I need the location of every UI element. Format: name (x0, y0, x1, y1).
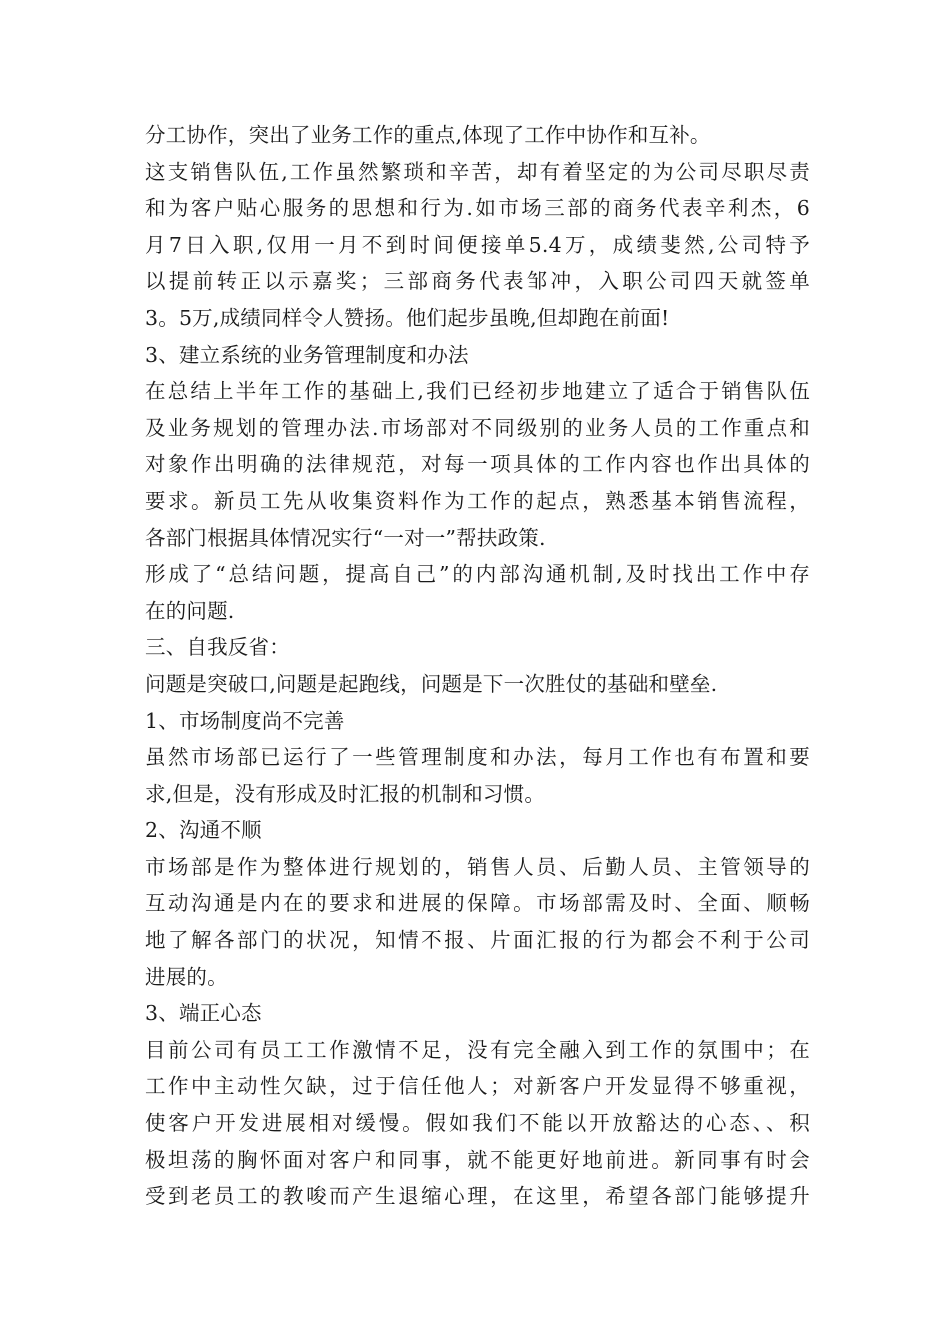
text-line: 这支销售队伍,工作虽然繁琐和辛苦，却有着坚定的为公司尽职尽责 (145, 159, 810, 184)
text-line: 分工协作，突出了业务工作的重点,体现了工作中协作和互补。 (145, 123, 711, 147)
text-line: 在的问题. (145, 598, 235, 623)
text-line: 目前公司有员工工作激情不足，没有完全融入到工作的氛围中；在 (145, 1037, 810, 1062)
text-line: 使客户开发进展相对缓慢。假如我们不能以开放豁达的心态、、积 (145, 1111, 810, 1136)
text-line: 各部门根据具体情况实行“一对一”帮扶政策. (145, 525, 546, 550)
text-line: 进展的。 (145, 964, 228, 989)
text-line: 和为客户贴心服务的思想和行为.如市场三部的商务代表辛利杰，6 (145, 196, 810, 221)
text-line: 及业务规划的管理办法.市场部对不同级别的业务人员的工作重点和 (145, 415, 810, 440)
text-line: 1、市场制度尚不完善 (145, 708, 345, 733)
text-line: 问题是突破口,问题是起跑线，问题是下一次胜仗的基础和壁垒. (145, 671, 718, 696)
text-line: 极坦荡的胸怀面对客户和同事，就不能更好地前进。新同事有时会 (145, 1147, 810, 1172)
text-line: 要求。新员工先从收集资料作为工作的起点，熟悉基本销售流程， (145, 488, 810, 513)
text-line: 2、沟通不顺 (145, 818, 262, 843)
text-line: 在总结上半年工作的基础上,我们已经初步地建立了适合于销售队伍 (145, 379, 810, 404)
text-line: 3。5万,成绩同样令人赞扬。他们起步虽晚,但却跑在前面! (145, 305, 670, 330)
text-line: 三、自我反省： (145, 635, 290, 660)
text-line: 对象作出明确的法律规范，对每一项具体的工作内容也作出具体的 (145, 452, 810, 477)
text-line: 受到老员工的教唆而产生退缩心理，在这里，希望各部门能够提升 (145, 1184, 810, 1209)
text-line: 3、端正心态 (145, 1001, 262, 1026)
text-line: 市场部是作为整体进行规划的，销售人员、后勤人员、主管领导的 (145, 854, 810, 879)
text-line: 地了解各部门的状况，知情不报、片面汇报的行为都会不利于公司 (145, 928, 810, 953)
text-line: 形成了“总结问题，提高自己”的内部沟通机制,及时找出工作中存 (145, 562, 810, 587)
text-line: 月7日入职,仅用一月不到时间便接单5.4万，成绩斐然,公司特予 (145, 232, 810, 257)
text-line: 虽然市场部已运行了一些管理制度和办法，每月工作也有布置和要 (145, 745, 810, 770)
text-line: 求,但是，没有形成及时汇报的机制和习惯。 (145, 781, 546, 806)
text-line: 互动沟通是内在的要求和进展的保障。市场部需及时、全面、顺畅 (145, 891, 810, 916)
text-line: 工作中主动性欠缺，过于信任他人；对新客户开发显得不够重视， (145, 1074, 810, 1099)
document-body (145, 117, 810, 1215)
text-line: 以提前转正以示嘉奖；三部商务代表邹冲，入职公司四天就签单 (145, 269, 810, 294)
text-line: 3、建立系统的业务管理制度和办法 (145, 342, 469, 367)
